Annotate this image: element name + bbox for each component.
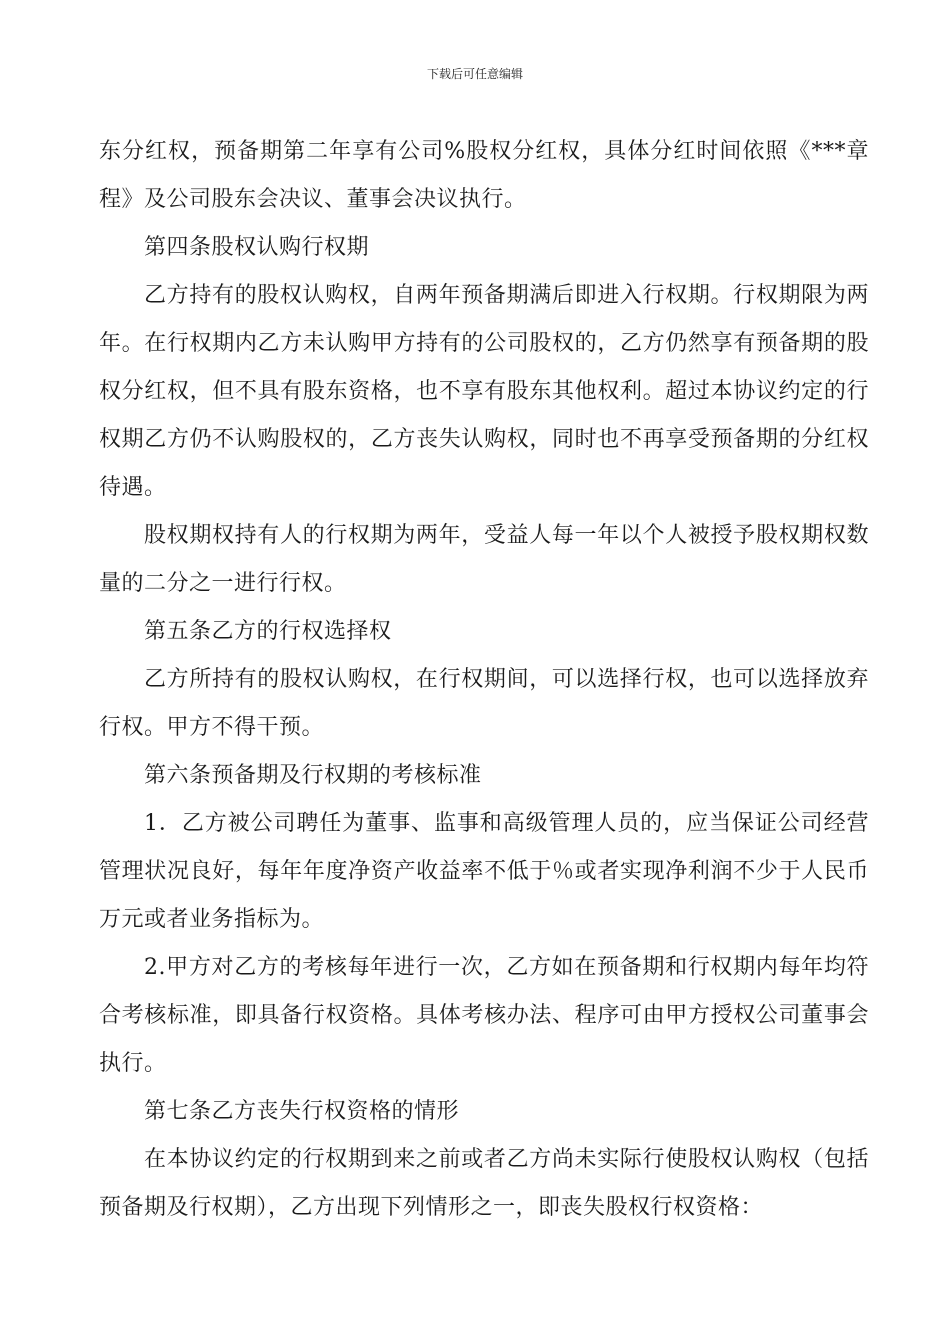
paragraph-assessment-item-2: 2.甲方对乙方的考核每年进行一次，乙方如在预备期和行权期内每年均符合考核标准，即具备行权资格。具体考核办法、程序可由甲方授权公司董事会执行。: [99, 955, 869, 1076]
heading-article-4: 第四条股权认购行权期: [144, 235, 370, 260]
document-body: [99, 128, 869, 1232]
paragraph-exercise-period: 乙方持有的股权认购权，自两年预备期满后即进入行权期。行权期限为两年。在行权期内乙方未认购甲方持有的公司股权的，乙方仍然享有预备期的股权分红权，但不具有股东资格，也不享有股东其他权利。超过本协议约定的行权期乙方仍不认购股权的，乙方丧失认购权，同时也不再享受预备期的分红权待遇。: [99, 283, 869, 500]
heading-article-5: 第五条乙方的行权选择权: [144, 619, 392, 644]
paragraph-assessment-item-1: 1．乙方被公司聘任为董事、监事和高级管理人员的，应当保证公司经营管理状况良好，每年年度净资产收益率不低于％或者实现净利润不少于人民币万元或者业务指标为。: [99, 811, 869, 932]
paragraph-loss-of-eligibility: 在本协议约定的行权期到来之前或者乙方尚未实际行使股权认购权（包括预备期及行权期），乙方出现下列情形之一，即丧失股权行权资格：: [99, 1147, 869, 1220]
heading-article-7: 第七条乙方丧失行权资格的情形: [144, 1099, 460, 1124]
paragraph-exercise-choice: 乙方所持有的股权认购权，在行权期间，可以选择行权，也可以选择放弃行权。甲方不得干预。: [99, 667, 869, 740]
paragraph-exercise-schedule: 股权期权持有人的行权期为两年，受益人每一年以个人被授予股权期权数量的二分之一进行行权。: [99, 523, 869, 596]
page-header: 下载后可任意编辑: [426, 67, 523, 81]
paragraph-dividend-rights: 东分红权，预备期第二年享有公司%股权分红权，具体分红时间依照《***章程》及公司股东会决议、董事会决议执行。: [99, 139, 869, 212]
heading-article-6: 第六条预备期及行权期的考核标准: [144, 763, 482, 788]
